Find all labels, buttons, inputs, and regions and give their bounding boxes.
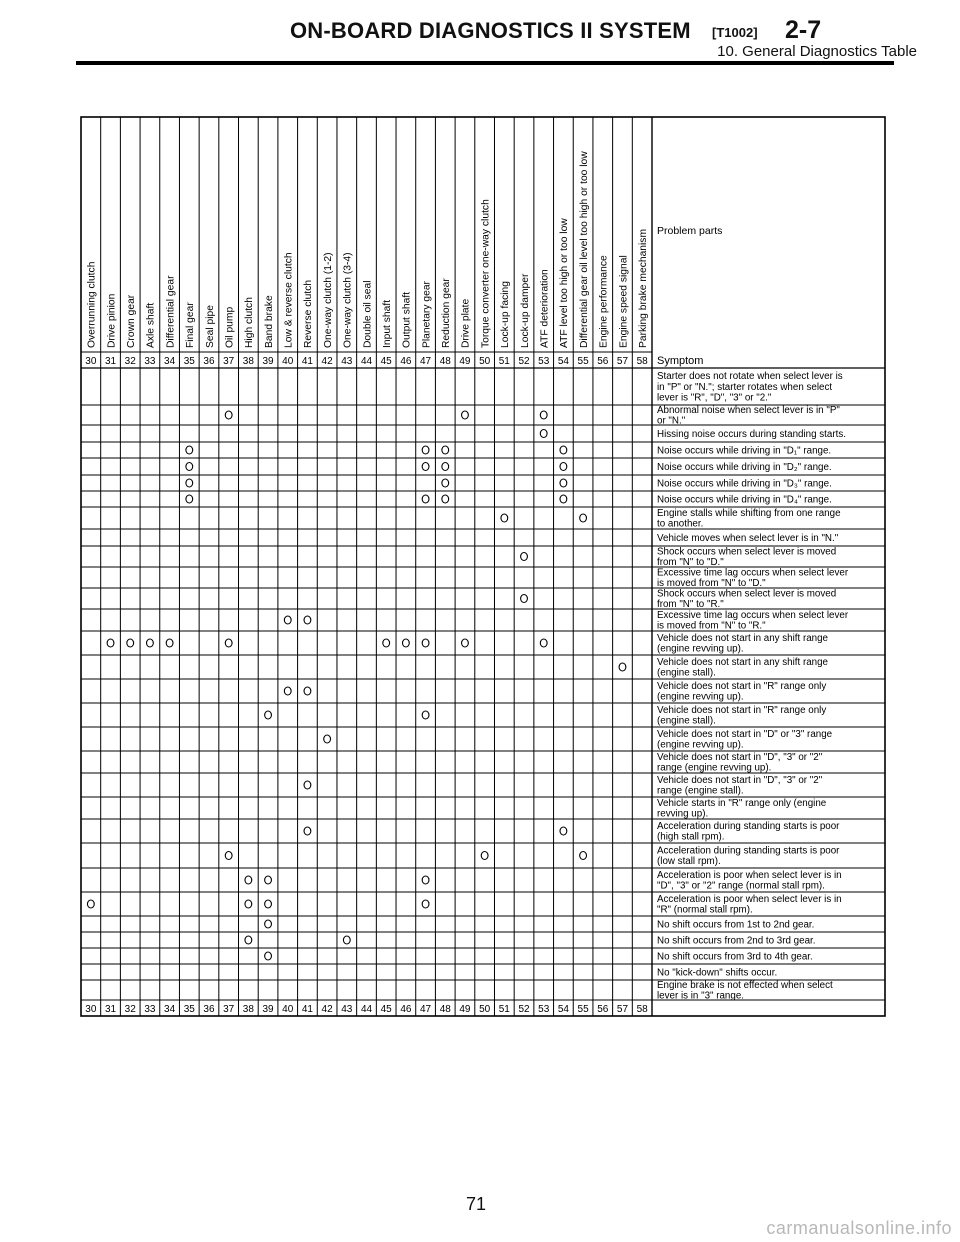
symptom-text: or "N.": [657, 415, 686, 427]
check-mark: [304, 616, 311, 624]
column-number-top-54: 54: [557, 356, 569, 367]
check-mark: [265, 900, 272, 908]
column-number-top-38: 38: [242, 356, 254, 367]
column-header-42: One-way clutch (1-2): [322, 252, 334, 348]
check-mark: [442, 479, 449, 487]
column-number-bottom-47: 47: [420, 1004, 432, 1015]
column-header-47: Planetary gear: [421, 281, 433, 348]
check-mark: [265, 920, 272, 928]
check-mark: [521, 553, 528, 561]
column-number-bottom-30: 30: [85, 1004, 97, 1015]
section-code: [T1002]: [712, 25, 758, 40]
column-header-51: Lock-up facing: [500, 281, 512, 348]
column-number-top-47: 47: [420, 356, 432, 367]
check-mark: [560, 463, 567, 471]
symptom-text: Noise occurs while driving in "D₁" range.: [657, 445, 832, 457]
symptom-label: Symptom: [657, 355, 704, 367]
symptom-text: Shock occurs when select lever is moved: [657, 588, 837, 600]
check-mark: [560, 446, 567, 454]
symptom-text: (engine stall).: [657, 715, 716, 727]
symptom-text: (engine stall).: [657, 667, 716, 679]
symptom-text: Acceleration during standing starts is poor: [657, 845, 840, 857]
column-header-35: Final gear: [185, 302, 197, 348]
column-header-44: Double oil seal: [362, 280, 374, 348]
column-header-52: Lock-up damper: [519, 273, 531, 348]
check-mark: [442, 446, 449, 454]
symptom-text: is moved from "N" to "D.": [657, 578, 766, 590]
check-mark: [225, 411, 232, 419]
column-number-bottom-32: 32: [124, 1004, 136, 1015]
column-number-bottom-55: 55: [577, 1004, 589, 1015]
symptom-text: No shift occurs from 3rd to 4th gear.: [657, 951, 813, 963]
check-mark: [245, 876, 252, 884]
check-mark: [186, 495, 193, 503]
check-mark: [521, 595, 528, 603]
symptom-text: Acceleration is poor when select lever is in: [657, 870, 842, 881]
check-mark: [580, 514, 587, 522]
symptom-text: Noise occurs while driving in "D₃" range.: [657, 478, 832, 490]
symptom-text: Acceleration is poor when select lever is in: [657, 894, 842, 905]
column-header-48: Reduction gear: [441, 278, 453, 348]
section-subtitle: 10. General Diagnostics Table: [717, 43, 917, 60]
check-mark: [265, 876, 272, 884]
symptom-text: Noise occurs while driving in "D₄" range.: [657, 494, 832, 506]
column-header-32: Crown gear: [126, 294, 138, 348]
check-mark: [422, 463, 429, 471]
symptom-text: to another.: [657, 518, 704, 530]
check-mark: [442, 463, 449, 471]
check-mark: [304, 781, 311, 789]
column-number-bottom-34: 34: [164, 1004, 176, 1015]
symptom-text: Vehicle does not start in "R" range only: [657, 681, 827, 692]
column-header-39: Band brake: [263, 295, 275, 348]
column-number-top-31: 31: [104, 356, 117, 367]
symptom-text: Shock occurs when select lever is moved: [657, 546, 837, 558]
symptom-text: Vehicle does not start in "D" or "3" range: [657, 729, 833, 740]
check-mark: [560, 827, 567, 835]
symptom-text: Vehicle starts in "R" range only (engine: [657, 798, 827, 809]
column-header-41: Reverse clutch: [303, 279, 315, 348]
column-number-bottom-46: 46: [400, 1004, 412, 1015]
column-header-55: Differential gear oil level too high or too low: [578, 151, 590, 348]
check-mark: [462, 639, 469, 647]
column-number-bottom-39: 39: [262, 1004, 274, 1015]
check-mark: [87, 900, 94, 908]
column-header-43: One-way clutch (3-4): [342, 252, 354, 348]
symptom-text: Starter does not rotate when select lever is: [657, 371, 843, 383]
check-mark: [324, 735, 331, 743]
column-number-bottom-35: 35: [183, 1004, 195, 1015]
check-mark: [343, 936, 350, 944]
column-header-49: Drive plate: [460, 298, 472, 348]
column-number-top-58: 58: [636, 356, 648, 367]
column-header-30: Overrunning clutch: [86, 261, 98, 348]
column-number-top-53: 53: [538, 356, 550, 367]
column-header-57: Engine speed signal: [618, 255, 630, 348]
column-number-bottom-58: 58: [636, 1004, 648, 1015]
check-mark: [166, 639, 173, 647]
column-header-40: Low & reverse clutch: [283, 252, 295, 348]
symptom-text: Engine stalls while shifting from one range: [657, 508, 841, 519]
symptom-text: No "kick-down" shifts occur.: [657, 967, 778, 979]
check-mark: [462, 411, 469, 419]
column-header-54: ATF level too high or too low: [559, 218, 571, 348]
column-number-top-30: 30: [85, 356, 97, 367]
check-mark: [284, 616, 291, 624]
symptom-text: Abnormal noise when select lever is in "P": [657, 405, 840, 416]
column-number-bottom-49: 49: [459, 1004, 471, 1015]
check-mark: [560, 479, 567, 487]
check-mark: [147, 639, 154, 647]
symptom-text: range (engine stall).: [657, 785, 744, 797]
symptom-text: Hissing noise occurs during standing starts.: [657, 428, 846, 440]
column-number-bottom-37: 37: [223, 1004, 235, 1015]
check-mark: [501, 514, 508, 522]
column-number-bottom-50: 50: [479, 1004, 491, 1015]
symptom-text: (engine revving up).: [657, 739, 744, 751]
symptom-text: No shift occurs from 1st to 2nd gear.: [657, 919, 815, 931]
column-number-bottom-40: 40: [282, 1004, 294, 1015]
check-mark: [580, 852, 587, 860]
column-number-bottom-41: 41: [301, 1004, 313, 1015]
column-header-50: Torque converter one-way clutch: [480, 199, 492, 348]
column-number-top-34: 34: [164, 356, 176, 367]
column-number-bottom-43: 43: [341, 1004, 353, 1015]
check-mark: [540, 430, 547, 438]
watermark: carmanualsonline.info: [766, 1218, 952, 1238]
check-mark: [225, 852, 232, 860]
column-header-37: Oil pump: [224, 306, 236, 348]
column-number-top-50: 50: [479, 356, 491, 367]
check-mark: [540, 411, 547, 419]
column-number-top-57: 57: [616, 356, 629, 367]
column-number-bottom-54: 54: [557, 1004, 569, 1015]
symptom-text: in "P" or "N."; starter rotates when select: [657, 381, 833, 393]
column-number-bottom-36: 36: [203, 1004, 215, 1015]
column-number-bottom-33: 33: [144, 1004, 156, 1015]
column-header-58: Parking brake mechanism: [637, 228, 649, 348]
column-header-33: Axle shaft: [145, 302, 157, 348]
symptom-text: Vehicle does not start in any shift range: [657, 657, 829, 668]
symptom-text: (low stall rpm).: [657, 856, 721, 868]
check-mark: [265, 952, 272, 960]
column-number-top-51: 51: [498, 356, 510, 367]
symptom-text: (high stall rpm).: [657, 831, 725, 843]
check-mark: [540, 639, 547, 647]
page-number: 71: [466, 1194, 487, 1214]
check-mark: [127, 639, 134, 647]
check-mark: [304, 687, 311, 695]
check-mark: [481, 852, 488, 860]
symptom-text: lever is "R", "D", "3" or "2.": [657, 392, 772, 404]
problem-parts-label: Problem parts: [657, 225, 723, 237]
symptom-text: (engine revving up).: [657, 643, 744, 655]
symptom-text: Vehicle does not start in any shift range: [657, 633, 829, 644]
column-number-bottom-53: 53: [538, 1004, 550, 1015]
column-header-36: Seal pipe: [204, 305, 216, 348]
column-number-top-42: 42: [321, 356, 333, 367]
column-number-top-48: 48: [439, 356, 451, 367]
symptom-text: "R" (normal stall rpm).: [657, 904, 753, 916]
column-header-45: Input shaft: [381, 299, 393, 348]
column-header-38: High clutch: [244, 297, 256, 348]
symptom-text: Vehicle moves when select lever is in "N.": [657, 532, 839, 544]
check-mark: [265, 711, 272, 719]
symptom-text: "D", "3" or "2" range (normal stall rpm).: [657, 880, 825, 892]
symptom-text: Excessive time lag occurs when select lever: [657, 567, 849, 579]
symptom-text: Excessive time lag occurs when select lever: [657, 610, 849, 621]
check-mark: [619, 663, 626, 671]
symptom-text: from "N" to "D.": [657, 557, 724, 569]
column-number-top-56: 56: [597, 356, 609, 367]
check-mark: [422, 639, 429, 647]
column-number-top-49: 49: [459, 356, 471, 367]
symptom-text: Vehicle does not start in "D", "3" or "2": [657, 775, 823, 786]
column-number-bottom-52: 52: [518, 1004, 530, 1015]
check-mark: [442, 495, 449, 503]
symptom-text: (engine revving up).: [657, 691, 744, 703]
column-header-31: Drive pinion: [106, 293, 118, 348]
check-mark: [383, 639, 390, 647]
symptom-text: No shift occurs from 2nd to 3rd gear.: [657, 935, 816, 947]
symptom-text: Vehicle does not start in "D", "3" or "2": [657, 752, 823, 763]
check-mark: [186, 479, 193, 487]
check-mark: [560, 495, 567, 503]
check-mark: [422, 495, 429, 503]
column-number-bottom-42: 42: [321, 1004, 333, 1015]
column-header-34: Differential gear: [165, 275, 177, 348]
check-mark: [304, 827, 311, 835]
column-number-top-41: 41: [301, 356, 313, 367]
column-number-bottom-38: 38: [242, 1004, 254, 1015]
column-number-bottom-45: 45: [380, 1004, 392, 1015]
column-number-top-37: 37: [223, 356, 235, 367]
check-mark: [402, 639, 409, 647]
check-mark: [422, 876, 429, 884]
column-number-top-46: 46: [400, 356, 412, 367]
check-mark: [422, 711, 429, 719]
check-mark: [107, 639, 114, 647]
column-number-bottom-51: 51: [498, 1004, 510, 1015]
check-mark: [245, 900, 252, 908]
column-number-bottom-57: 57: [616, 1004, 629, 1015]
column-number-bottom-44: 44: [360, 1004, 373, 1015]
column-header-46: Output shaft: [401, 291, 413, 348]
symptom-text: lever is in "3" range.: [657, 990, 745, 1002]
column-number-bottom-48: 48: [439, 1004, 451, 1015]
symptom-text: Vehicle does not start in "R" range only: [657, 705, 827, 716]
column-number-top-35: 35: [183, 356, 195, 367]
symptom-text: Engine brake is not effected when select: [657, 980, 833, 991]
column-number-bottom-31: 31: [104, 1004, 117, 1015]
page-reference: 2-7: [785, 16, 822, 44]
column-number-top-43: 43: [341, 356, 353, 367]
column-number-top-32: 32: [124, 356, 136, 367]
column-number-bottom-56: 56: [597, 1004, 609, 1015]
column-number-top-52: 52: [518, 356, 530, 367]
symptom-text: Acceleration during standing starts is poor: [657, 821, 840, 832]
symptom-text: Noise occurs while driving in "D₂" range.: [657, 461, 832, 473]
check-mark: [284, 687, 291, 695]
column-number-top-45: 45: [380, 356, 392, 367]
check-mark: [186, 446, 193, 454]
column-number-top-55: 55: [577, 356, 589, 367]
column-number-top-39: 39: [262, 356, 274, 367]
check-mark: [225, 639, 232, 647]
column-number-top-33: 33: [144, 356, 156, 367]
column-header-56: Engine performance: [598, 255, 610, 348]
check-mark: [422, 446, 429, 454]
symptom-text: from "N" to "R.": [657, 599, 724, 611]
symptom-text: is moved from "N" to "R.": [657, 620, 766, 632]
symptom-text: range (engine revving up).: [657, 762, 772, 774]
check-mark: [422, 900, 429, 908]
column-number-top-44: 44: [360, 356, 373, 367]
check-mark: [245, 936, 252, 944]
column-number-top-36: 36: [203, 356, 215, 367]
symptom-text: revving up).: [657, 808, 709, 820]
column-header-53: ATF deterioration: [539, 269, 551, 348]
check-mark: [186, 463, 193, 471]
column-number-top-40: 40: [282, 356, 294, 367]
page-title: ON-BOARD DIAGNOSTICS II SYSTEM: [290, 18, 691, 43]
